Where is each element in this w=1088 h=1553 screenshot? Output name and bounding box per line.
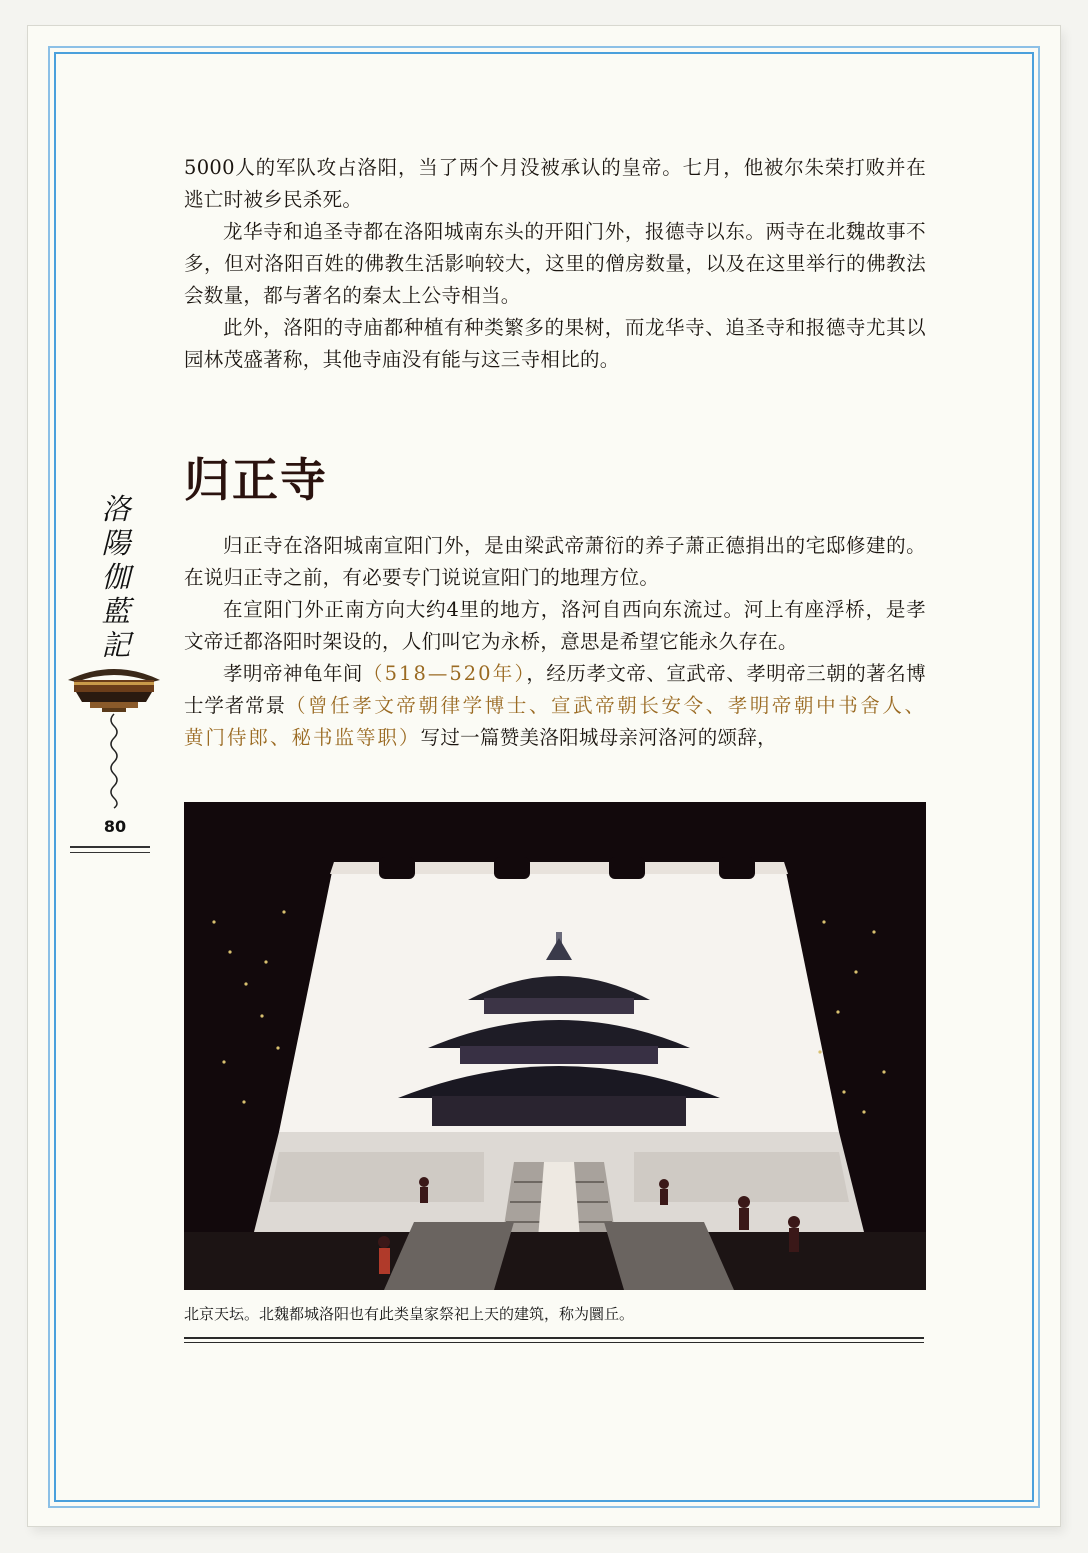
pavilion-ornament-icon (66, 660, 162, 816)
paragraph: 归正寺在洛阳城南宣阳门外，是由梁武帝萧衍的养子萧正德捐出的宅邸修建的。在说归正寺之前，有必要专门说说宣阳门的地理方位。 (184, 534, 926, 589)
book-title-vertical (96, 492, 136, 662)
caption-rule (184, 1337, 924, 1343)
section-title: 归正寺 (184, 453, 328, 507)
book-title-char: 洛 (101, 492, 131, 526)
page-number-rule (70, 846, 150, 853)
paragraph: 龙华寺和追圣寺都在洛阳城南东头的开阳门外，报德寺以东。两寺在北魏故事不多，但对洛阳百姓的佛教生活影响较大，这里的僧房数量，以及在这里举行的佛教法会数量，都与著名的秦太上公寺相当。 (184, 220, 926, 307)
book-title-char: 伽 (101, 560, 131, 594)
paragraph-text: 写过一篇赞美洛阳城母亲河洛河的颂辞， (420, 726, 777, 749)
paragraph: 在宣阳门外正南方向大约4里的地方，洛河自西向东流过。河上有座浮桥，是孝文帝迁都洛阳时架设的，人们叫它为永桥，意思是希望它能永久存在。 (184, 598, 926, 653)
paragraph: 此外，洛阳的寺庙都种植有种类繁多的果树，而龙华寺、追圣寺和报德寺尤其以园林茂盛著称，其他寺庙没有能与这三寺相比的。 (184, 316, 926, 371)
book-title-char: 陽 (101, 526, 131, 560)
top-text-block (184, 152, 926, 376)
temple-of-heaven-photo (184, 802, 926, 1290)
book-title-char: 記 (101, 628, 131, 662)
page-number: 80 (103, 817, 127, 836)
photo-caption: 北京天坛。北魏都城洛阳也有此类皇家祭祀上天的建筑，称为圜丘。 (184, 1305, 635, 1323)
paragraph-text: ，经历孝文帝、宣武帝、孝明帝三朝的著名博士学者常景 (184, 662, 926, 717)
biography-note: （曾任孝文帝朝律学博士、宣武帝朝长安令、孝明帝朝中书舍人、黄门侍郎、秘书监等职） (184, 694, 926, 749)
book-title-char: 藍 (101, 594, 131, 628)
date-range-note: （518—520年） (362, 662, 527, 685)
paragraph (184, 658, 926, 754)
paragraph-text: 孝明帝神龟年间 (223, 662, 363, 685)
paragraph: 5000人的军队攻占洛阳，当了两个月没被承认的皇帝。七月，他被尔朱荣打败并在逃亡时被乡民杀死。 (184, 156, 926, 211)
section-text-block (184, 530, 926, 754)
